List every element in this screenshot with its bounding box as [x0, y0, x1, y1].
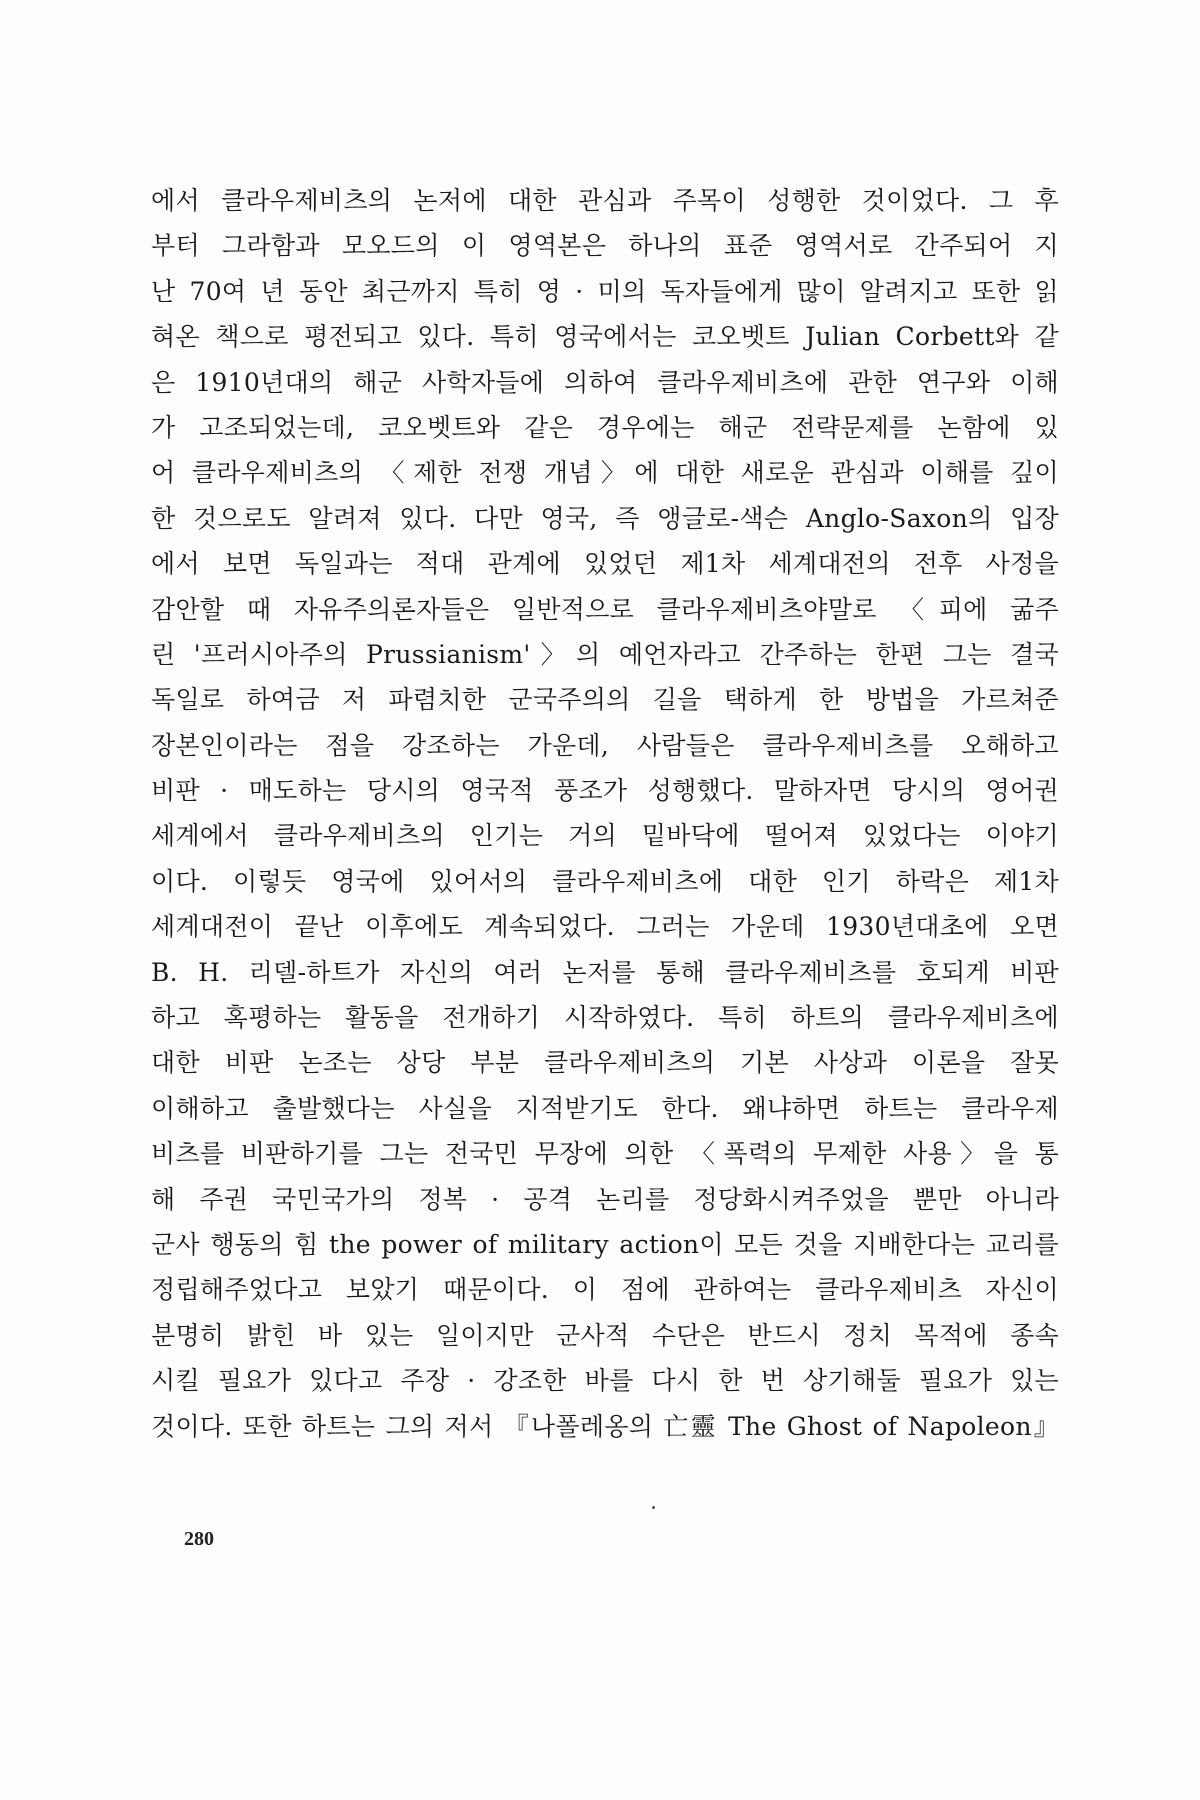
- text-line: 부터 그라함과 모오드의 이 영역본은 하나의 표준 영역서로 간주되어 지: [151, 231, 1059, 261]
- text-line: 세계대전이 끝난 이후에도 계속되었다. 그러는 가운데 1930년대초에 오면: [151, 912, 1059, 942]
- text-line: 것이다. 또한 하트는 그의 저서 『나폴레옹의 亡靈 The Ghost of Napoleon』: [151, 1411, 1059, 1441]
- text-line: 비츠를 비판하기를 그는 전국민 무장에 의한 〈폭력의 무제한 사용〉을 통: [151, 1139, 1059, 1169]
- text-line: 독일로 하여금 저 파렴치한 군국주의의 길을 택하게 한 방법을 가르쳐준: [151, 685, 1059, 715]
- text-line: 세계에서 클라우제비츠의 인기는 거의 밑바닥에 떨어져 있었다는 이야기: [151, 821, 1059, 851]
- text-line: 에서 보면 독일과는 적대 관계에 있었던 제1차 세계대전의 전후 사정을: [151, 549, 1059, 579]
- text-line: 한 것으로도 알려져 있다. 다만 영국, 즉 앵글로-색슨 Anglo-Saxon의 입장: [151, 503, 1059, 533]
- text-line: 장본인이라는 점을 강조하는 가운데, 사람들은 클라우제비츠를 오해하고: [151, 730, 1059, 760]
- text-line: 린 '프러시아주의 Prussianism'〉의 예언자라고 간주하는 한편 그는 결국: [151, 639, 1059, 669]
- text-line: 어 클라우제비츠의 〈제한 전쟁 개념〉에 대한 새로운 관심과 이해를 깊이: [151, 458, 1059, 488]
- text-line: 하고 혹평하는 활동을 전개하기 시작하였다. 특히 하트의 클라우제비츠에: [151, 1003, 1059, 1033]
- text-line: 은 1910년대의 해군 사학자들에 의하여 클라우제비츠에 관한 연구와 이해: [151, 367, 1059, 397]
- text-line: B. H. 리델-하트가 자신의 여러 논저를 통해 클라우제비츠를 호되게 비판: [151, 957, 1059, 987]
- text-line: 분명히 밝힌 바 있는 일이지만 군사적 수단은 반드시 정치 목적에 종속: [151, 1320, 1059, 1350]
- text-line: 군사 행동의 힘 the power of military action이 모든 것을 지배한다는 교리를: [151, 1229, 1059, 1259]
- text-line: 이다. 이렇듯 영국에 있어서의 클라우제비츠에 대한 인기 하락은 제1차: [151, 866, 1059, 896]
- text-line: 정립해주었다고 보았기 때문이다. 이 점에 관하여는 클라우제비츠 자신이: [151, 1275, 1059, 1305]
- text-line: 대한 비판 논조는 상당 부분 클라우제비츠의 기본 사상과 이론을 잘못: [151, 1048, 1059, 1078]
- text-line: 가 고조되었는데, 코오벳트와 같은 경우에는 해군 전략문제를 논함에 있: [151, 412, 1059, 442]
- text-line: 혀온 책으로 평전되고 있다. 특히 영국에서는 코오벳트 Julian Corbett와 같: [151, 322, 1059, 352]
- ink-speck: [652, 1506, 655, 1509]
- page-number: 280: [184, 1528, 214, 1550]
- body-text: [151, 178, 1059, 1449]
- text-line: 난 70여 년 동안 최근까지 특히 영 · 미의 독자들에게 많이 알려지고 또한 읽: [151, 276, 1059, 306]
- text-line: 이해하고 출발했다는 사실을 지적받기도 한다. 왜냐하면 하트는 클라우제: [151, 1093, 1059, 1123]
- text-line: 감안할 때 자유주의론자들은 일반적으로 클라우제비츠야말로 〈피에 굶주: [151, 594, 1059, 624]
- text-line: 비판 · 매도하는 당시의 영국적 풍조가 성행했다. 말하자면 당시의 영어권: [151, 776, 1059, 806]
- text-line: 시킬 필요가 있다고 주장 · 강조한 바를 다시 한 번 상기해둘 필요가 있는: [151, 1366, 1059, 1396]
- text-line: 에서 클라우제비츠의 논저에 대한 관심과 주목이 성행한 것이었다. 그 후: [151, 186, 1059, 215]
- text-line: 해 주권 국민국가의 정복 · 공격 논리를 정당화시켜주었을 뿐만 아니라: [151, 1184, 1059, 1214]
